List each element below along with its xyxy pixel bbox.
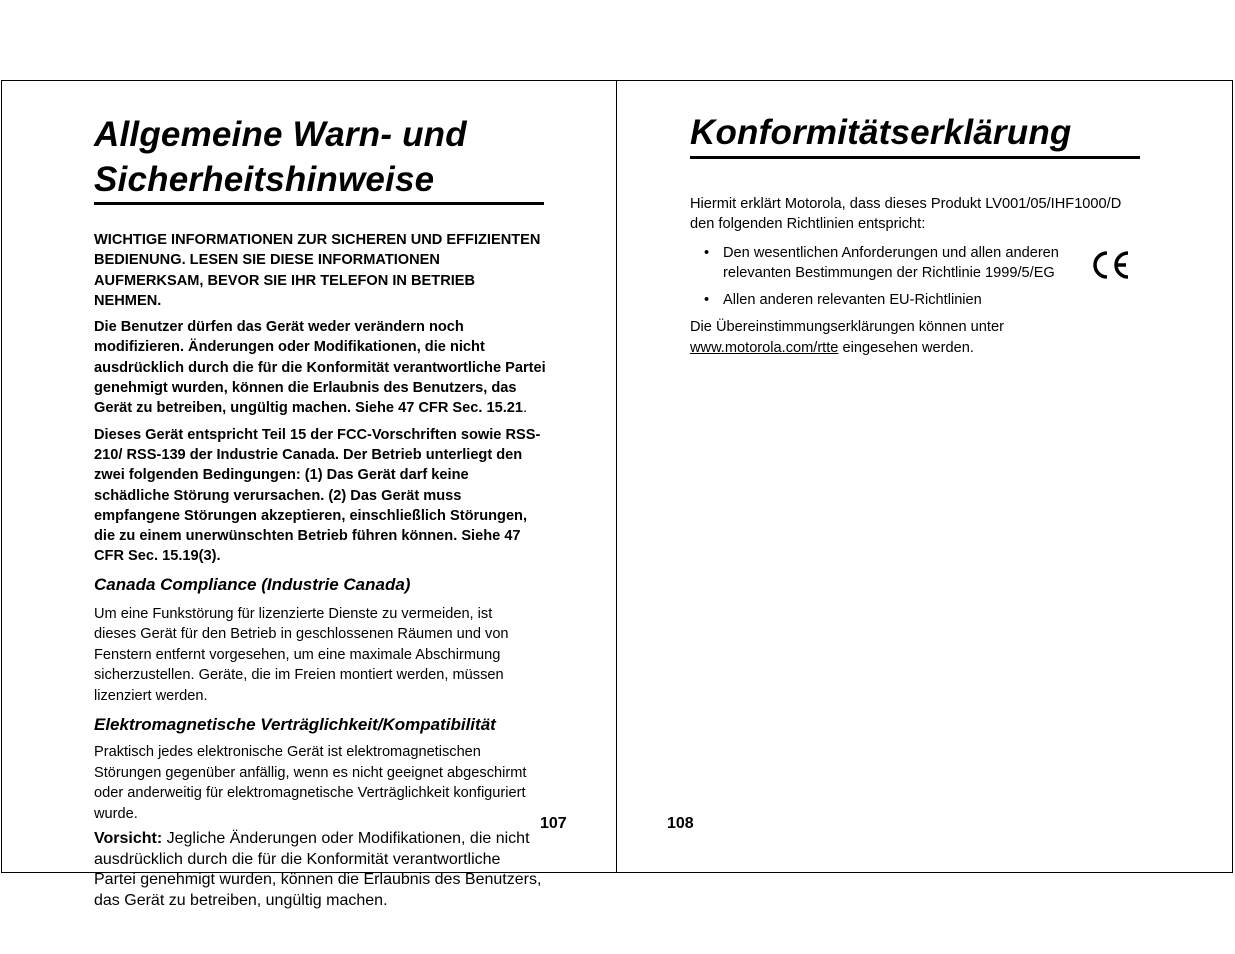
bullet-symbol: • [704, 292, 710, 309]
directive-list [690, 243, 1080, 311]
fcc-notice: Dieses Gerät entspricht Teil 15 der FCC-Vorschriften sowie RSS-210/ RSS-139 der Industrie Canada. Der Betrieb unterliegt den zwei folgenden Bedingungen: (1) Das Gerät darf keine schädliche Störung verursachen. (2) Das Gerät muss empfangene Störungen akzeptieren, einschließlich Störungen, die zu einem unerwünschten Betrieb führen können. Siehe 47 CFR Sec. 15.19(3). [94, 426, 541, 565]
caution-label: Vorsicht: [94, 830, 163, 848]
list-item [690, 243, 1080, 284]
intro-warning: WICHTIGE INFORMATIONEN ZUR SICHEREN UND EFFIZIENTEN BEDIENUNG. LESEN SIE DIESE INFORMATIONEN AUFMERKSAM, BEVOR SIE IHR TELEFON IN BETRIEB NEHMEN. [94, 232, 541, 309]
left-page-title [94, 112, 546, 202]
canada-text: Um eine Funkstörung für lizenzierte Dienste zu vermeiden, ist dieses Gerät für den Betrieb in geschlossenen Räumen und von Fenstern entfernt vorgesehen, um eine maximale Abschirmung sicherzustellen. Geräte, die im Freien montiert werden, müssen lizenziert werden. [94, 605, 509, 704]
caution-text: Jegliche Änderungen oder Modifikationen, die nicht ausdrücklich durch die für die Konformität verantwortliche Partei genehmigt wurden, können die Erlaubnis des Benutzers, das Gerät zu betreiben, ungültig machen. [94, 830, 542, 909]
declaration-prefix: Die Übereinstimmungserklärungen können unter [690, 319, 1004, 336]
list-item-text: Allen anderen relevanten EU-Richtlinien [723, 292, 982, 309]
page-number-left: 107 [540, 815, 567, 832]
conformity-intro: Hiermit erklärt Motorola, dass dieses Produkt LV001/05/IHF1000/D den folgenden Richtlinien entspricht: [690, 196, 1122, 233]
right-page-title: Konformitätserklärung [690, 113, 1072, 152]
ce-mark-icon [1088, 245, 1140, 285]
list-item-text: Den wesentlichen Anforderungen und allen anderen relevanten Bestimmungen der Richtlinie 1999/5/EG [723, 244, 1059, 281]
modification-notice-text: Die Benutzer dürfen das Gerät weder verändern noch modifizieren. Änderungen oder Modifikationen, die nicht ausdrücklich durch die für die Konformität verantwortliche Partei genehmigt wurden, können die Erlaubnis des Benutzers, das Gerät zu betreiben, ungültig machen. Siehe 47 CFR Sec. 15.21 [94, 319, 546, 417]
declaration-suffix: eingesehen werden. [838, 339, 974, 356]
title-rule [94, 202, 544, 205]
bullet-symbol: • [704, 244, 710, 261]
emc-text: Praktisch jedes elektronische Gerät ist elektromagnetischen Störungen gegenüber anfällig, wenn es nicht geeignet abgeschirmt oder anderweitig für elektromagnetische Verträglichkeit konfiguriert wurde. [94, 744, 527, 822]
title-rule-right [690, 156, 1140, 159]
caution-paragraph [94, 829, 544, 911]
page-divider [616, 80, 617, 873]
canada-heading: Canada Compliance (Industrie Canada) [94, 574, 411, 594]
title-line-2: Sicherheitshinweise [94, 160, 435, 199]
page-number-right: 108 [667, 815, 694, 832]
declaration-paragraph [690, 317, 1142, 358]
title-line-1: Allgemeine Warn- und [94, 115, 467, 154]
list-item [690, 290, 1080, 310]
modification-notice [94, 317, 546, 418]
emc-heading: Elektromagnetische Verträglichkeit/Kompatibilität [94, 715, 496, 735]
motorola-rtte-link[interactable]: www.motorola.com/rtte [690, 339, 839, 356]
modification-notice-end: . [523, 400, 528, 417]
